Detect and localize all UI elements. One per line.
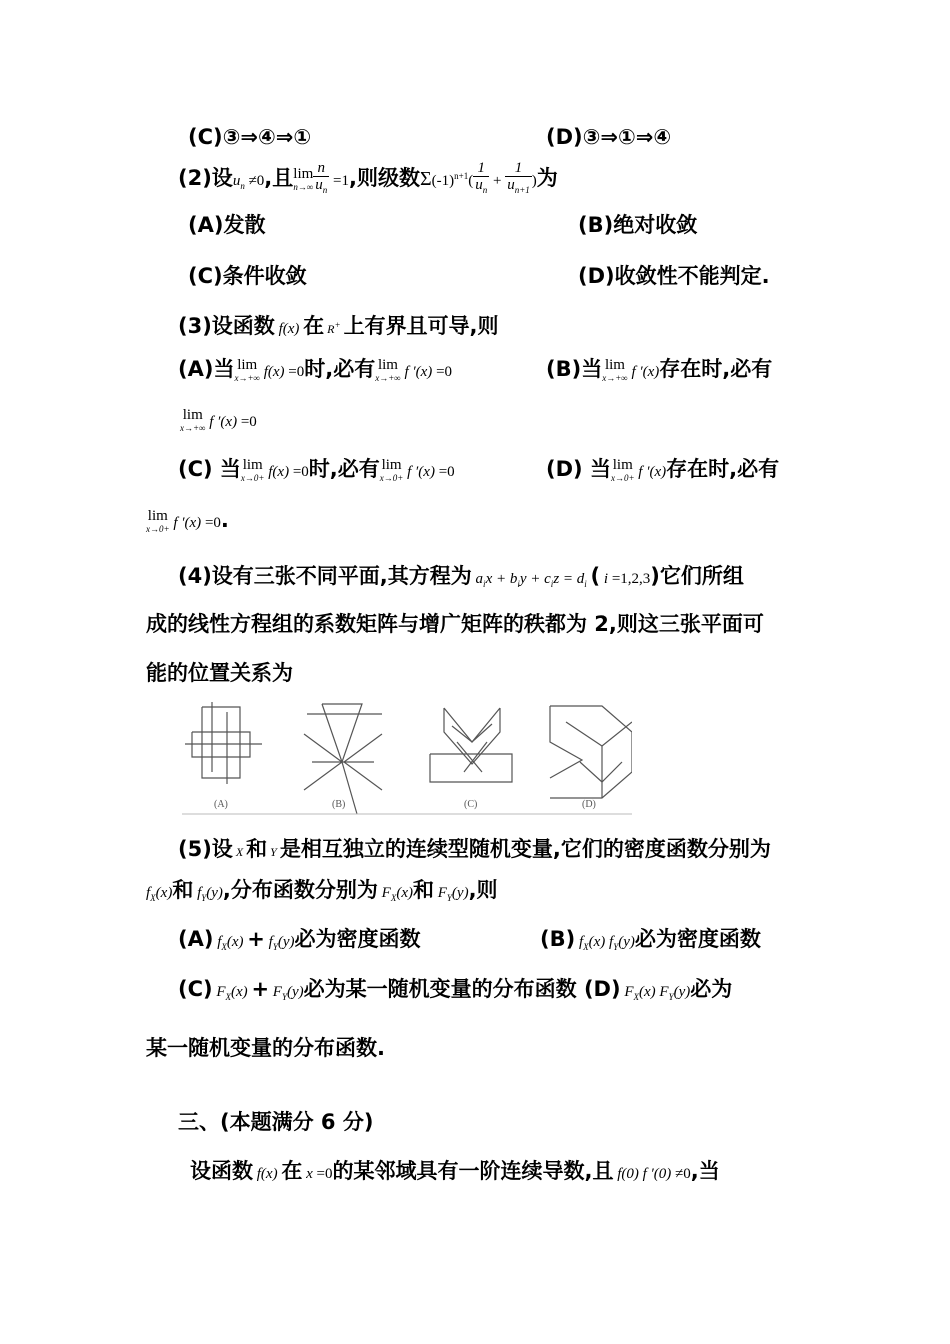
- q3-option-a-text-1: (A)当: [178, 357, 235, 381]
- q5-line-2: $f_X(x)$和 $f_Y(y)$,分布函数分别为 $F_X(x)$和 $F_Y(y)$,则: [146, 878, 498, 903]
- section-3-title: 三、(本题满分 6 分): [178, 1110, 374, 1134]
- figure-b-planes: [304, 704, 382, 814]
- q4-line-1: (4)设有三张不同平面,其方程为 $a_ix + b_iy + c_iz = d_i$ ( i =1,2,3)它们所组: [178, 564, 744, 589]
- q5-stem: (5)设 X 和 Y 是相互独立的连续型随机变量,它们的密度函数分别为: [178, 837, 771, 861]
- q2-option-a: (A)发散: [188, 213, 266, 237]
- q2-stem-text-c: ,则级数: [349, 166, 420, 190]
- q5-option-a: (A) $f_X(x) + f_Y(y)$必为密度函数: [178, 927, 421, 952]
- q4-plane-figure: [182, 702, 632, 816]
- q2-math-un: $u_n$: [232, 173, 245, 191]
- q5-line-2-text-b: ,分布函数分别为: [222, 878, 378, 902]
- q5-line-2-text-a: 和: [172, 878, 194, 902]
- section-3-text-c: 的某邻域具有一阶连续导数,且: [332, 1159, 614, 1183]
- q5-option-a-text-3: 必为密度函数: [294, 927, 421, 951]
- q4-line-3: 能的位置关系为: [146, 661, 293, 685]
- q2-frac: $\frac{n}{u_n}$: [315, 160, 328, 195]
- q3-option-c-text-1: (C) 当: [178, 457, 241, 481]
- q5-option-c-plus: +: [251, 977, 270, 1001]
- q5-option-a-text-1: (A): [178, 927, 214, 951]
- q2-stem: (2)设$u_n \ne 0$,且lim n→∞ $\frac{n}{u_n}$ =1,则级数$\Sigma(-1)^{n+1}$( $\frac{1}{u_n}$ + $\frac{1}{u_{n+1}}$ )为: [178, 160, 558, 200]
- q5-option-d-text-2: 必为: [690, 977, 733, 1001]
- q2-stem-text-b: ,且: [264, 166, 294, 190]
- q4-line-1-text-a: (4)设有三张不同平面,其方程为: [178, 564, 472, 588]
- figure-label-a: (A): [214, 799, 228, 810]
- q5-option-c-text-1: (C): [178, 977, 213, 1001]
- q5-line-2-text-d: ,则: [468, 878, 498, 902]
- q5-line-2-text-c: 和: [412, 878, 434, 902]
- figure-label-b: (B): [332, 799, 346, 810]
- q4-line-2: 成的线性方程组的系数矩阵与增广矩阵的秩都为 2,则这三张平面可: [146, 612, 764, 636]
- q5-stem-text-a: (5)设: [178, 837, 233, 861]
- q2-option-d: (D)收敛性不能判定.: [578, 264, 770, 288]
- q5-option-b-text-2: 必为密度函数: [634, 927, 761, 951]
- section-3-text-a: 设函数: [190, 1159, 253, 1183]
- q2-stem-text-d: 为: [536, 166, 558, 190]
- q3-option-c: (C) 当 lim x→0+ f(x) =0时,必有 lim x→0+ f ′(x) =0: [178, 456, 455, 483]
- q3-option-b-text-2: 存在时,必有: [659, 357, 773, 381]
- q4-line-1-text-b: 它们所组: [659, 564, 744, 588]
- q2-option-c: (C)条件收敛: [188, 264, 307, 288]
- q5-option-a-plus: +: [247, 927, 265, 951]
- figure-label-d: (D): [582, 799, 596, 810]
- q5-option-c-text-3: 必为某一随机变量的分布函数: [303, 977, 577, 1001]
- q5-option-b-text-1: (B): [540, 927, 576, 951]
- section-3-text-b: 在: [281, 1159, 303, 1183]
- q5-stem-text-c: 是相互独立的连续型随机变量,它们的密度函数分别为: [279, 837, 771, 861]
- section-3-text: 设函数 f(x) 在 x =0的某邻域具有一阶连续导数,且 f(0) f ′(0) ≠0,当: [190, 1159, 720, 1183]
- q5-stem-text-b: 和: [246, 837, 268, 861]
- q3-option-b-text-1: (B)当: [546, 357, 603, 381]
- q3-option-d-text-1: (D) 当: [546, 457, 611, 481]
- q3-stem-text-a: (3)设函数: [178, 314, 275, 338]
- q3-option-c-text-2: 时,必有: [308, 457, 380, 481]
- figure-a-planes: [185, 702, 262, 784]
- figure-c-planes: [430, 708, 512, 782]
- q3-option-a-text-2: 时,必有: [304, 357, 376, 381]
- q5-option-c: (C) $F_X(x) + F_Y(y)$必为某一随机变量的分布函数 (D) $F_X(x)$ $F_Y(y)$必为: [178, 977, 733, 1002]
- figure-d-planes: [550, 706, 632, 798]
- q3-option-d-cont: lim x→0+ f ′(x) =0.: [146, 507, 229, 534]
- q3-stem-text-c: 上有界且可导,则: [343, 314, 499, 338]
- q1-option-d: (D)③⇒①⇒④: [546, 125, 672, 149]
- q3-option-d: (D) 当 lim x→0+ f ′(x)存在时,必有: [546, 456, 780, 483]
- figure-label-c: (C): [464, 799, 478, 810]
- q3-option-b-cont: lim x→+∞ f ′(x) =0: [180, 406, 257, 433]
- q1-option-c: (C)③⇒④⇒①: [188, 125, 312, 149]
- q2-option-b: (B)绝对收敛: [578, 213, 698, 237]
- q3-end-dot: .: [220, 508, 229, 532]
- q2-stem-text-a: (2)设: [178, 166, 233, 190]
- q3-stem: (3)设函数 f(x) 在 R+ 上有界且可导,则: [178, 314, 499, 338]
- q5-option-d-text-1: (D): [583, 977, 621, 1001]
- q3-option-b: (B)当 lim x→+∞ f ′(x)存在时,必有: [546, 356, 773, 383]
- q2-limit: lim n→∞: [293, 165, 314, 192]
- q3-option-d-text-2: 存在时,必有: [666, 457, 780, 481]
- q3-option-a: (A)当 lim x→+∞ f(x) =0时,必有 lim x→+∞ f ′(x) =0: [178, 356, 453, 383]
- section-3-text-d: ,当: [690, 1159, 720, 1183]
- q3-stem-text-b: 在: [303, 314, 325, 338]
- q5-last-line: 某一随机变量的分布函数.: [146, 1036, 385, 1060]
- q5-option-b: (B) $f_X(x)$ $f_Y(y)$必为密度函数: [540, 927, 761, 952]
